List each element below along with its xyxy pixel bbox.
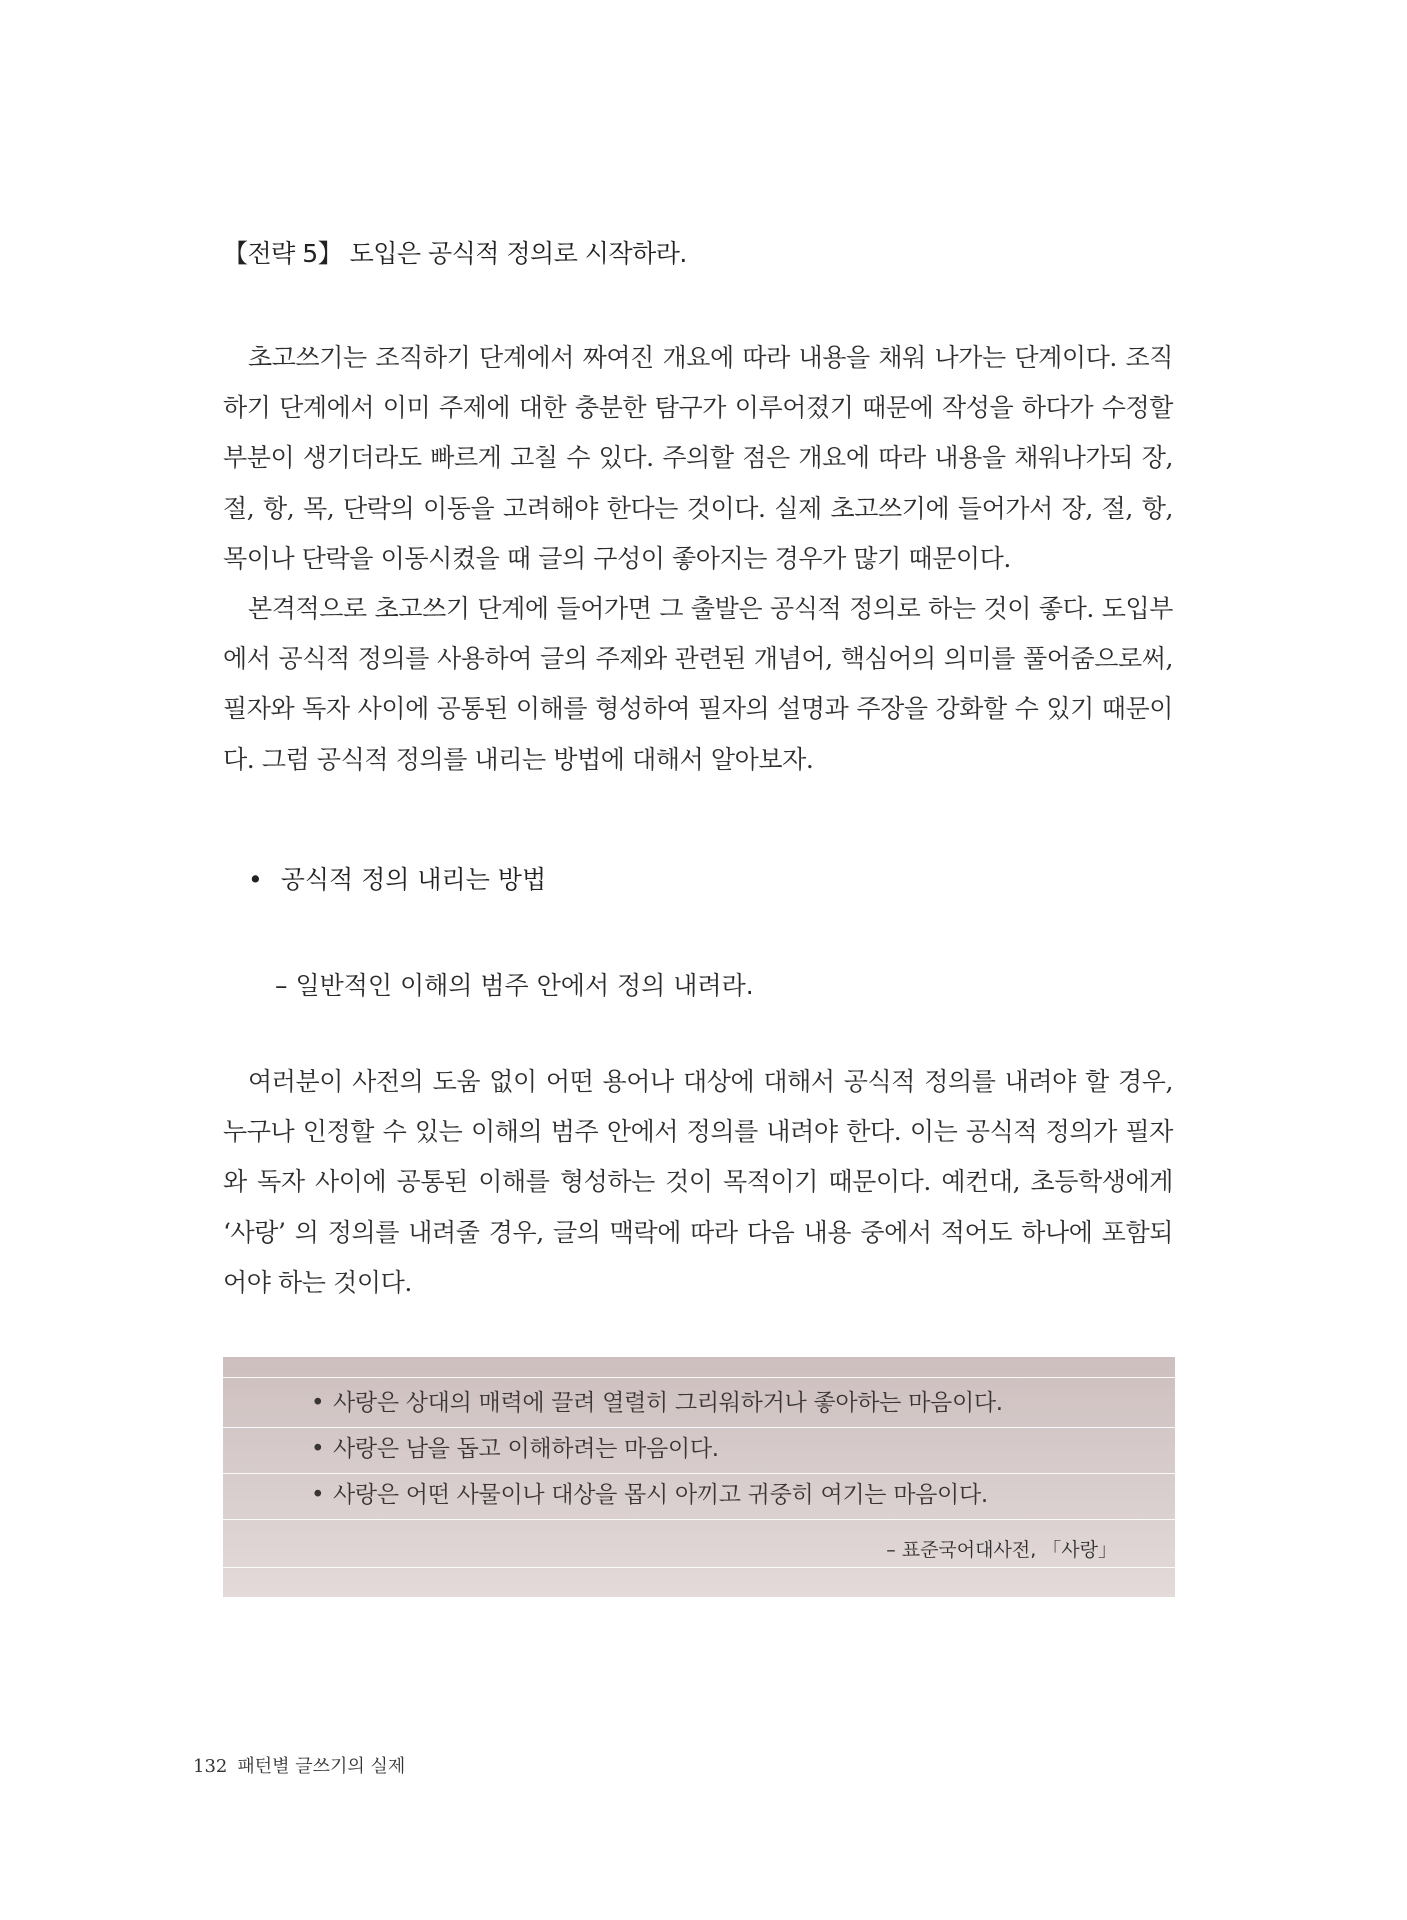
intro-paragraph-1: 초고쓰기는 조직하기 단계에서 짜여진 개요에 따라 내용을 채워 나가는 단계이다. 조직하기 단계에서 이미 주제에 대한 충분한 탐구가 이루어졌기 때문에 작성을 하다가 수정할 부분이 생기더라도 빠르게 고칠 수 있다. 주의할 점은 개요에 따라 내용을 채워나가되 장, 절, 항, 목, 단락의 이동을 고려해야 한다는 것이다. 실제 초고쓰기에 들어가서 장, 절, 항, 목이나 단락을 이동시켰을 때 글의 구성이 좋아지는 경우가 많기 때문이다. — [223, 343, 1173, 573]
definition-item-text: 사랑은 어떤 사물이나 대상을 몹시 아끼고 귀중히 여기는 마음이다. — [333, 1482, 988, 1508]
definition-quote-box — [223, 1357, 1175, 1597]
intro-section — [223, 333, 1173, 785]
page-number: 132 — [193, 1756, 228, 1777]
definition-item-text: 사랑은 상대의 매력에 끌려 열렬히 그리워하거나 좋아하는 마음이다. — [333, 1390, 1003, 1416]
sub-heading: – 일반적인 이해의 범주 안에서 정의 내려라. — [275, 971, 754, 1000]
strategy-heading: 【전략 5】 도입은 공식적 정의로 시작하라. — [223, 239, 687, 268]
bullet-icon: • — [248, 865, 263, 894]
body-paragraph: 여러분이 사전의 도움 없이 어떤 용어나 대상에 대해서 공식적 정의를 내려야 할 경우, 누구나 인정할 수 있는 이해의 범주 안에서 정의를 내려야 한다. 이는 공식적 정의가 필자와 독자 사이에 공통된 이해를 형성하는 것이 목적이기 때문이다. 예컨대, 초등학생에게 ‘사랑’ 의 정의를 내려줄 경우, 글의 맥락에 따라 다음 내용 중에서 적어도 하나에 포함되어야 하는 것이다. — [223, 1067, 1173, 1297]
box-divider — [223, 1427, 1175, 1428]
bullet-icon: • — [311, 1482, 325, 1508]
box-divider — [223, 1377, 1175, 1378]
definition-item-text: 사랑은 남을 돕고 이해하려는 마음이다. — [333, 1436, 719, 1462]
definition-item — [311, 1476, 988, 1509]
page-footer — [193, 1752, 405, 1778]
method-heading-text: 공식적 정의 내리는 방법 — [280, 865, 547, 894]
bullet-icon: • — [311, 1436, 325, 1462]
intro-paragraph-2: 본격적으로 초고쓰기 단계에 들어가면 그 출발은 공식적 정의로 하는 것이 좋다. 도입부에서 공식적 정의를 사용하여 글의 주제와 관련된 개념어, 핵심어의 의미를 풀어줌으로써, 필자와 독자 사이에 공통된 이해를 형성하여 필자의 설명과 주장을 강화할 수 있기 때문이다. 그럼 공식적 정의를 내리는 방법에 대해서 알아보자. — [223, 594, 1173, 774]
box-divider — [223, 1567, 1175, 1568]
book-title: 패턴별 글쓰기의 실제 — [237, 1756, 406, 1777]
box-divider — [223, 1519, 1175, 1520]
definition-item — [311, 1430, 719, 1463]
definition-item — [311, 1384, 1003, 1417]
quote-source: – 표준국어대사전, 「사랑」 — [886, 1539, 1117, 1561]
method-heading — [248, 860, 546, 896]
box-divider — [223, 1473, 1175, 1474]
body-section — [223, 1057, 1173, 1308]
bullet-icon: • — [311, 1390, 325, 1416]
